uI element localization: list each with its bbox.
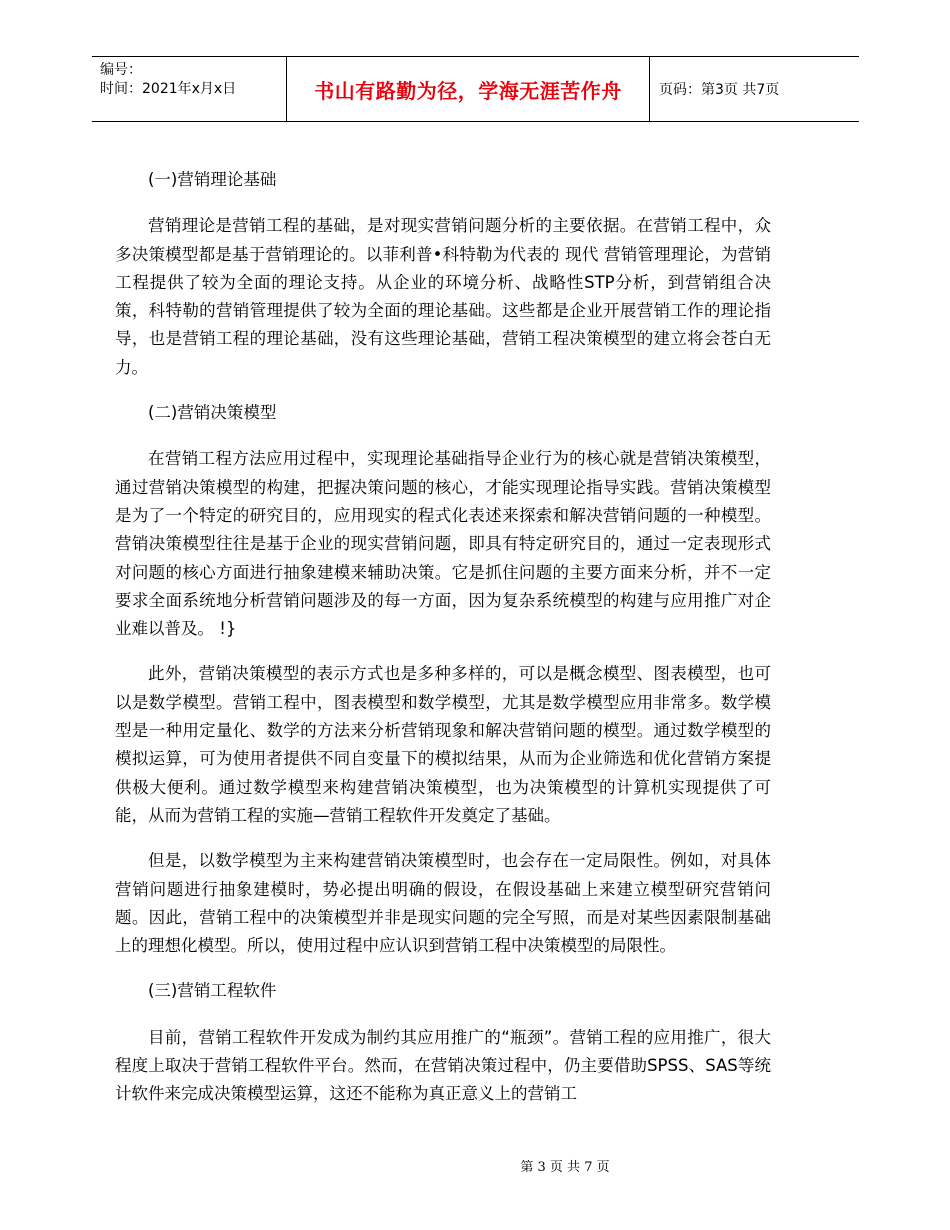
header-page-info: 页码：第3页 共7页 — [659, 82, 780, 98]
paragraph: 营销理论是营销工程的基础，是对现实营销问题分析的主要依据。在营销工程中，众多决策模型都是基于营销理论的。以菲利普•科特勒为代表的 现代 营销管理理论，为营销工程提供了较为全面的理论支持。从企业的环境分析、战略性STP分析，到营销组合决策，科特勒的营销管理提供了较为全面的理论基础。这些都是企业开展营销工作的理论指导，也是营销工程的理论基础，没有这些理论基础，营销工程决策模型的建立将会苍白无力。 — [115, 216, 771, 377]
section-heading: (一)营销理论基础 — [148, 170, 277, 189]
paragraph: 目前，营销工程软件开发成为制约其应用推广的“瓶颈”。营销工程的应用推广，很大程度上取决于营销工程软件平台。然而，在营销决策过程中，仍主要借助SPSS、SAS等统计软件来完成决策模型运算，这还不能称为真正意义上的营销工 — [115, 1027, 771, 1104]
document-body — [115, 166, 771, 1126]
header-meta — [100, 61, 286, 99]
paragraph: 此外，营销决策模型的表示方式也是多种多样的，可以是概念模型、图表模型，也可以是数学模型。营销工程中，图表模型和数学模型，尤其是数学模型应用非常多。数学模型是一种用定量化、数学的方法来分析营销现象和解决营销问题的模型。通过数学模型的模拟运算，可为使用者提供不同自变量下的模拟结果，从而为企业筛选和优化营销方案提供极大便利。通过数学模型来构建营销决策模型，也为决策模型的计算机实现提供了可能，从而为营销工程的实施—营销工程软件开发奠定了基础。 — [115, 664, 771, 825]
paragraph: 在营销工程方法应用过程中，实现理论基础指导企业行为的核心就是营销决策模型，通过营销决策模型的构建，把握决策问题的核心，才能实现理论指导实践。营销决策模型是为了一个特定的研究目的，应用现实的程式化表述来探索和解决营销问题的一种模型。营销决策模型往往是基于企业的现实营销问题，即具有特定研究目的，通过一定表现形式对问题的核心方面进行抽象建模来辅助决策。它是抓住问题的主要方面来分析，并不一定要求全面系统地分析营销问题涉及的每一方面，因为复杂系统模型的构建与应用推广对企业难以普及。 !} — [115, 449, 771, 639]
paragraph: 但是，以数学模型为主来构建营销决策模型时，也会存在一定局限性。例如，对具体营销问题进行抽象建模时，势必提出明确的假设，在假设基础上来建立模型研究营销问题。因此，营销工程中的决策模型并非是现实问题的完全写照，而是对某些因素限制基础上的理想化模型。所以，使用过程中应认识到营销工程中决策模型的局限性。 — [115, 851, 771, 956]
page-header — [92, 56, 859, 122]
time-label: 时间：2021年x月x日 — [100, 81, 237, 97]
header-divider-right — [649, 57, 650, 121]
section-heading: (三)营销工程软件 — [148, 981, 277, 1001]
header-motto: 书山有路勤为径，学海无涯苦作舟 — [314, 78, 622, 103]
header-divider-left — [286, 57, 287, 121]
page-footer: 第 3 页 共 7 页 — [520, 1160, 610, 1175]
code-label: 编号： — [100, 62, 142, 78]
section-heading: (二)营销决策模型 — [148, 403, 277, 423]
